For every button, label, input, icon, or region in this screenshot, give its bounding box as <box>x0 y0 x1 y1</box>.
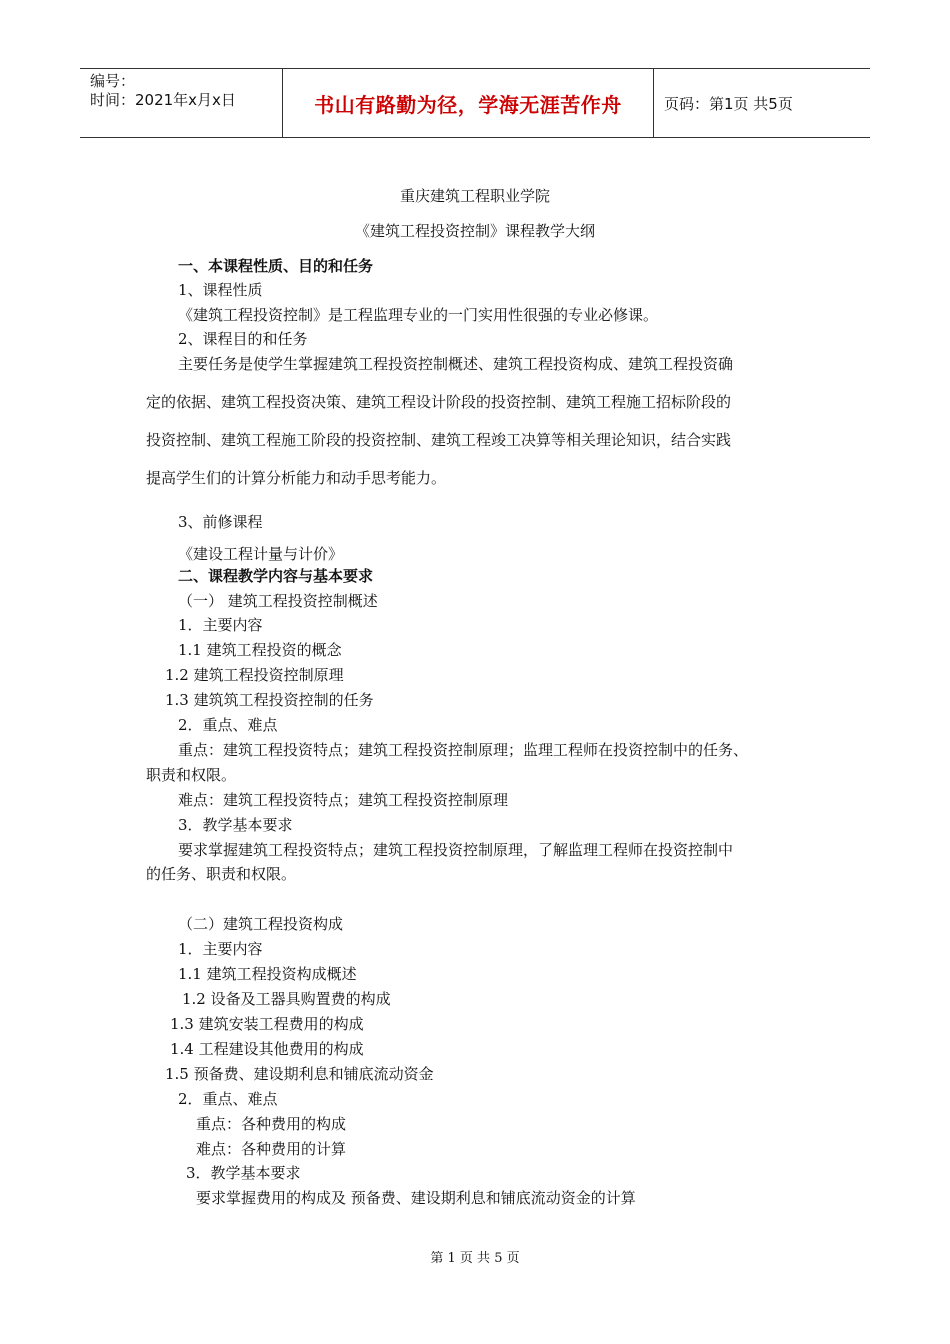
paragraph-line: 难点：建筑工程投资特点；建筑工程投资控制原理 <box>178 791 509 809</box>
paragraph-line: 难点：各种费用的计算 <box>196 1140 347 1158</box>
list-item: 1.1 建筑工程投资的概念 <box>178 641 342 659</box>
paragraph-line: 的任务、职责和权限。 <box>146 865 297 883</box>
unit-heading: （一） 建筑工程投资控制概述 <box>178 592 378 610</box>
list-item: 1.2 设备及工器具购置费的构成 <box>182 990 391 1008</box>
list-item: 1.3 建筑安装工程费用的构成 <box>170 1015 364 1033</box>
unit-heading: （二）建筑工程投资构成 <box>178 915 344 933</box>
subheading-course-nature: 1、课程性质 <box>178 281 263 299</box>
list-item: 3．教学基本要求 <box>186 1164 301 1182</box>
paragraph-line: 重点：建筑工程投资特点；建筑工程投资控制原理；监理工程师在投资控制中的任务、 <box>178 741 749 759</box>
document-number-label: 编号： <box>90 72 136 90</box>
list-item: 1.2 建筑工程投资控制原理 <box>165 666 344 684</box>
list-item: 1.5 预备费、建设期利息和铺底流动资金 <box>165 1065 434 1083</box>
page-footer: 第 1 页 共 5 页 <box>430 1251 520 1266</box>
section-heading-1: 一、本课程性质、目的和任务 <box>178 257 374 275</box>
subheading-prerequisite: 3、前修课程 <box>178 513 263 531</box>
paragraph-line: 主要任务是使学生掌握建筑工程投资控制概述、建筑工程投资构成、建筑工程投资确 <box>178 355 734 373</box>
document-date: 时间：2021年x月x日 <box>90 91 236 109</box>
paragraph-line: 要求掌握费用的构成及 预备费、建设期利息和铺底流动资金的计算 <box>196 1189 636 1207</box>
list-item: 1.4 工程建设其他费用的构成 <box>170 1040 364 1058</box>
paragraph-line: 《建设工程计量与计价》 <box>178 545 344 563</box>
header-meta <box>80 69 282 137</box>
course-title: 《建筑工程投资控制》课程教学大纲 <box>354 222 595 240</box>
school-title: 重庆建筑工程职业学院 <box>399 187 550 205</box>
list-item: 2．重点、难点 <box>178 1090 278 1108</box>
header-motto: 书山有路勤为径，学海无涯苦作舟 <box>282 69 654 137</box>
paragraph-line: 投资控制、建筑工程施工阶段的投资控制、建筑工程竣工决算等相关理论知识，结合实践 <box>146 431 732 449</box>
list-item: 1．主要内容 <box>178 616 263 634</box>
header-page-info: 页码：第1页 共5页 <box>664 94 793 113</box>
list-item: 1.3 建筑筑工程投资控制的任务 <box>165 691 374 709</box>
subheading-course-purpose: 2、课程目的和任务 <box>178 330 308 348</box>
paragraph-line: 《建筑工程投资控制》是工程监理专业的一门实用性很强的专业必修课。 <box>178 306 659 324</box>
list-item: 1.1 建筑工程投资构成概述 <box>178 965 357 983</box>
section-heading-2: 二、课程教学内容与基本要求 <box>178 567 374 585</box>
paragraph-line: 职责和权限。 <box>146 766 237 784</box>
list-item: 1．主要内容 <box>178 940 263 958</box>
list-item: 2．重点、难点 <box>178 716 278 734</box>
paragraph-line: 提高学生们的计算分析能力和动手思考能力。 <box>146 469 447 487</box>
page-header <box>80 68 870 138</box>
paragraph-line: 要求掌握建筑工程投资特点；建筑工程投资控制原理，了解监理工程师在投资控制中 <box>178 841 734 859</box>
list-item: 3．教学基本要求 <box>178 816 293 834</box>
paragraph-line: 定的依据、建筑工程投资决策、建筑工程设计阶段的投资控制、建筑工程施工招标阶段的 <box>146 393 732 411</box>
paragraph-line: 重点：各种费用的构成 <box>196 1115 347 1133</box>
